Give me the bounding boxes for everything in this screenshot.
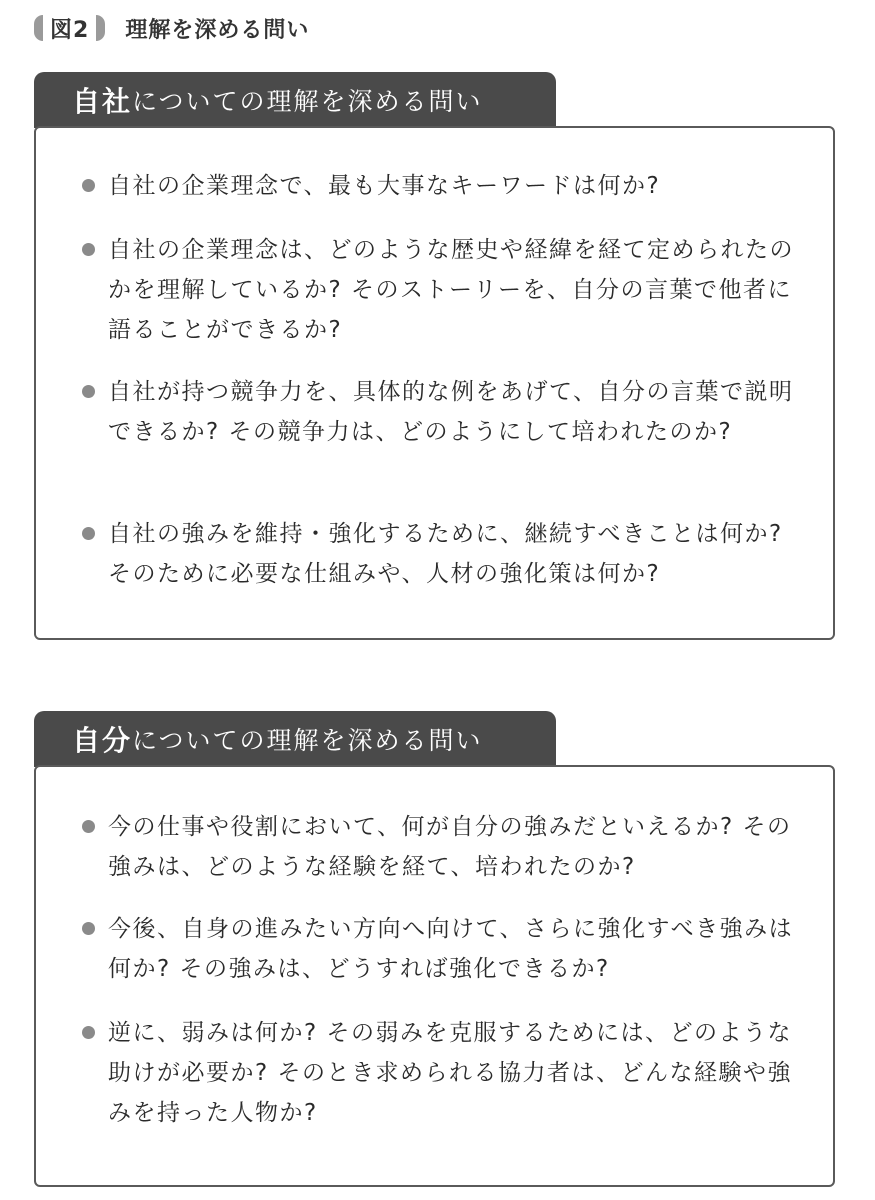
- list-item: [108, 230, 798, 350]
- bracket-right-icon: [96, 15, 105, 41]
- question-text: 自社が持つ競争力を、具体的な例をあげて、自分の言葉で説明できるか? その競争力は、どのようにして培われたのか?: [108, 379, 794, 445]
- bullet-icon: [82, 243, 95, 256]
- list-item: [108, 372, 798, 452]
- question-text: 今の仕事や役割において、何が自分の強みだといえるか? その強みは、どのような経験を経て、培われたのか?: [108, 814, 792, 880]
- question-text: 自社の企業理念は、どのような歴史や経緯を経て定められたのかを理解しているか? そのストーリーを、自分の言葉で他者に語ることができるか?: [108, 237, 794, 343]
- figure-label: 図2: [50, 17, 90, 43]
- question-box-self: [34, 765, 835, 1187]
- bracket-left-icon: [34, 15, 43, 41]
- section-tab-text: についての理解を深める問い: [132, 726, 483, 755]
- section-company: [34, 72, 835, 642]
- section-self: [34, 711, 835, 1189]
- question-text: 逆に、弱みは何か? その弱みを克服するためには、どのような助けが必要か? そのとき求められる協力者は、どんな経験や強みを持った人物か?: [108, 1020, 793, 1126]
- bullet-icon: [82, 527, 95, 540]
- question-box-company: [34, 126, 835, 640]
- section-tab-emphasis: 自分: [72, 724, 133, 757]
- list-item: [108, 1013, 798, 1133]
- section-tab-text: についての理解を深める問い: [132, 87, 483, 116]
- list-item: [108, 807, 798, 887]
- list-item: [108, 909, 798, 989]
- bullet-icon: [82, 1026, 95, 1039]
- question-text: 自社の強みを維持・強化するために、継続すべきことは何か? そのために必要な仕組みや、人材の強化策は何か?: [108, 521, 783, 587]
- list-item: [108, 166, 798, 206]
- figure-title: 理解を深める問い: [125, 17, 310, 43]
- list-item: [108, 514, 798, 594]
- bullet-icon: [82, 820, 95, 833]
- bullet-icon: [82, 385, 95, 398]
- section-tab-company: [34, 72, 556, 128]
- section-tab-emphasis: 自社: [72, 85, 133, 118]
- question-text: 今後、自身の進みたい方向へ向けて、さらに強化すべき強みは何か? その強みは、どうすれば強化できるか?: [108, 916, 794, 982]
- section-tab-self: [34, 711, 556, 767]
- bullet-icon: [82, 179, 95, 192]
- figure-header: [34, 12, 309, 44]
- bullet-icon: [82, 922, 95, 935]
- question-text: 自社の企業理念で、最も大事なキーワードは何か?: [108, 173, 661, 199]
